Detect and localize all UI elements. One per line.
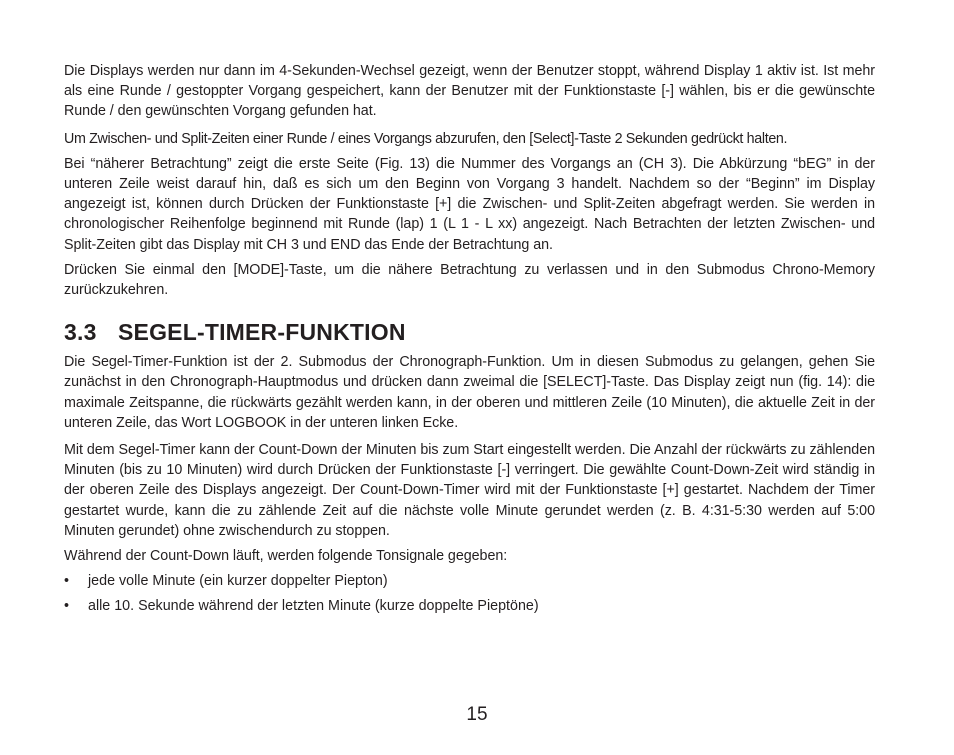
- paragraph-mode-exit: Drücken Sie einmal den [MODE]-Taste, um die nähere Betrachtung zu verlassen und in den Submodus Chrono-Memory zurückzukehren.: [64, 261, 875, 299]
- section-number: 3.3: [64, 319, 97, 346]
- page-content: [64, 61, 875, 622]
- page-number: 15: [466, 704, 488, 725]
- section-heading: [64, 318, 875, 346]
- list-item: [64, 571, 875, 591]
- section-title: SEGEL-TIMER-FUNKTION: [118, 319, 406, 346]
- paragraph-tone-signals: Während der Count-Down läuft, werden folgende Tonsignale gegeben:: [64, 548, 508, 565]
- list-item-text: alle 10. Sekunde während der letzten Minute (kurze doppelte Pieptöne): [88, 598, 539, 615]
- paragraph-closer-view: Bei “näherer Betrachtung” zeigt die erste Seite (Fig. 13) die Nummer des Vorgangs an (CH 3). Die Abkürzung “bEG” in der unteren Zeile weist darauf hin, daß es sich um den Beginn von Vorgang 3 handelt. Nachdem so der “Beginn” im Display angezeigt ist, können durch Drücken der Funktionstaste [+] die Zwischen- und Split-Zeiten abgefragt werden. Sie werden in chronologischer Reihenfolge beginnend mit Runde (lap) 1 (L 1 - L xx) angezeigt. Nach Betrachten der letzten Zwischen- und Split-Zeiten gibt das Display mit CH 3 und END das Ende der Betrachtung an.: [64, 155, 875, 253]
- list-item-text: jede volle Minute (ein kurzer doppelter Piepton): [88, 573, 388, 590]
- bullet-mark: •: [64, 598, 70, 615]
- paragraph-split-times-recall: Um Zwischen- und Split-Zeiten einer Runde / eines Vorgangs abzurufen, den [Select]-Taste 2 Sekunden gedrückt halten.: [64, 130, 788, 147]
- tone-signal-list: [64, 571, 875, 616]
- paragraph-countdown-setting: Mit dem Segel-Timer kann der Count-Down der Minuten bis zum Start eingestellt werden. Die Anzahl der rückwärts zu zählenden Minuten (bis zu 10 Minuten) wird durch Drücken der Funktionstaste [-] verringert. Die gewählte Count-Down-Zeit wird ständig in der oberen Zeile des Displays angezeigt. Der Count-Down-Timer wird mit der Funktionstaste [+] gestartet. Nachdem der Timer gestartet wurde, kann die zu zählende Zeit auf die nächste volle Minute gerundet werden (z. B. 4:31-5:30 werden auf 5:00 Minuten gerundet) ohne zwischendurch zu stoppen.: [64, 442, 875, 539]
- bullet-mark: •: [64, 573, 70, 590]
- paragraph-sailing-timer-intro: Die Segel-Timer-Funktion ist der 2. Submodus der Chronograph-Funktion. Um in diesen Submodus zu gelangen, gehen Sie zunächst in den Chronograph-Hauptmodus und drücken dann zweimal die [SELECT]-Taste. Das Display zeigt nun (fig. 14): die maximale Zeitspanne, die rückwärts gezählt werden kann, in der oberen und mittleren Zeile (10 Minuten), die aktuelle Zeit in der unteren Zeile, das Wort LOGBOOK in der unteren linken Ecke.: [64, 354, 875, 431]
- paragraph-display-alternation: Die Displays werden nur dann im 4-Sekunden-Wechsel gezeigt, wenn der Benutzer stoppt, während Display 1 aktiv ist. Ist mehr als eine Runde / gestoppter Vorgang gespeichert, kann der Benutzer mit der Funktionstaste [-] wählen, bis er die gewünschte Runde / den gewünschten Vorgang gefunden hat.: [64, 63, 875, 120]
- list-item: [64, 596, 875, 616]
